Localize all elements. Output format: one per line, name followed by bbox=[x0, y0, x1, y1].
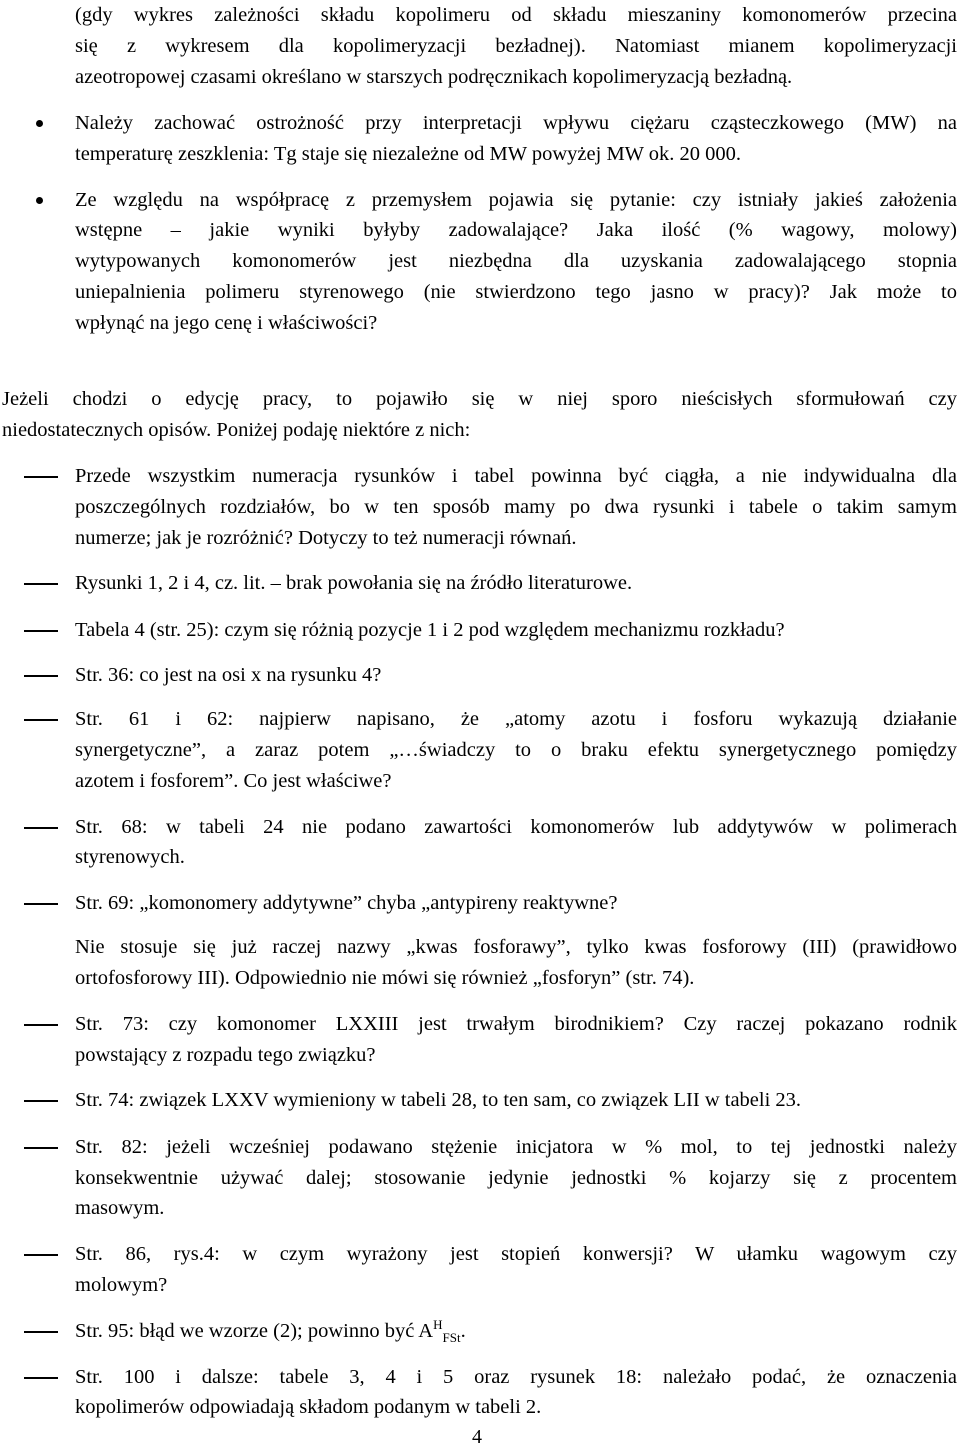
formula-superscript: H bbox=[433, 1317, 443, 1333]
text-line: Str. 68: w tabeli 24 nie podano zawartości komonomerów lub addytywów w polimerach bbox=[75, 816, 957, 838]
text-line: Str. 86, rys.4: w czym wyrażony jest stopień konwersji? W ułamku wagowym czy bbox=[75, 1243, 957, 1265]
text-line: temperaturę zeszklenia: Tg staje się niezależne od MW powyżej MW ok. 20 000. bbox=[75, 143, 742, 165]
text-line: azotem i fosforem”. Co jest właściwe? bbox=[75, 770, 392, 792]
text-line: Str. 74: związek LXXV wymieniony w tabeli 28, to ten sam, co związek LII w tabeli 23. bbox=[75, 1089, 802, 1111]
text-line: styrenowych. bbox=[75, 846, 185, 868]
text-line: poszczególnych rozdziałów, bo w ten sposób mamy po dwa rysunki i tabele o takim samym bbox=[75, 496, 957, 518]
dash-marker bbox=[24, 1147, 58, 1149]
text-line: Str. 69: „komonomery addytywne” chyba „antypireny reaktywne? bbox=[75, 892, 618, 914]
text-line: masowym. bbox=[75, 1197, 165, 1219]
text-line: wpłynąć na jego cenę i właściwości? bbox=[75, 312, 378, 334]
text-line: numerze; jak je rozróżnić? Dotyczy to też numeracji równań. bbox=[75, 527, 577, 549]
text-line: Należy zachować ostrożność przy interpretacji wpływu ciężaru cząsteczkowego (MW) na bbox=[75, 112, 957, 134]
dash-marker bbox=[24, 630, 58, 632]
text-line: niedostatecznych opisów. Poniżej podaję niektóre z nich: bbox=[2, 419, 471, 441]
text-line: Rysunki 1, 2 i 4, cz. lit. – brak powołania się na źródło literaturowe. bbox=[75, 572, 633, 594]
formula-line bbox=[75, 1316, 466, 1346]
page-number: 4 bbox=[472, 1426, 482, 1448]
text-line: wytypowanych komonomerów jest niezbędna dla uzyskania zadowalającego stopnia bbox=[75, 250, 957, 272]
text-line: się z wykresem dla kopolimeryzacji bezładnej). Natomiast mianem kopolimeryzacji bbox=[75, 35, 957, 57]
formula-suffix: . bbox=[460, 1320, 466, 1342]
text-line: kopolimerów odpowiadają składom podanym w tabeli 2. bbox=[75, 1396, 542, 1418]
text-line: konsekwentnie używać dalej; stosowanie jedynie jednostki % kojarzy się z procentem bbox=[75, 1167, 957, 1189]
bullet-marker bbox=[36, 197, 43, 204]
dash-marker bbox=[24, 1024, 58, 1026]
text-line: Str. 36: co jest na osi x na rysunku 4? bbox=[75, 664, 382, 686]
dash-marker bbox=[24, 903, 58, 905]
bullet-marker bbox=[36, 120, 43, 127]
dash-marker bbox=[24, 1377, 58, 1379]
text-line: wstępne – jakie wyniki byłyby zadowalające? Jaka ilość (% wagowy, molowy) bbox=[75, 219, 957, 241]
text-line: Ze względu na współpracę z przemysłem pojawia się pytanie: czy istniały jakieś założenia bbox=[75, 189, 957, 211]
text-line: uniepalnienia polimeru styrenowego (nie stwierdzono tego jasno w pracy)? Jak może to bbox=[75, 281, 957, 303]
text-line: Str. 73: czy komonomer LXXIII jest trwałym birodnikiem? Czy raczej pokazano rodnik bbox=[75, 1013, 957, 1035]
text-line: Jeżeli chodzi o edycję pracy, to pojawiło się w niej sporo nieścisłych sformułowań czy bbox=[2, 388, 957, 410]
dash-marker bbox=[24, 827, 58, 829]
dash-marker bbox=[24, 1100, 58, 1102]
text-line: azeotropowej czasami określano w starszych podręcznikach kopolimeryzacją bezładną. bbox=[75, 66, 793, 88]
text-line: Str. 82: jeżeli wcześniej podawano stężenie inicjatora w % mol, to tej jednostki należy bbox=[75, 1136, 957, 1158]
dash-marker bbox=[24, 719, 58, 721]
dash-marker bbox=[24, 476, 58, 478]
dash-marker bbox=[24, 1254, 58, 1256]
formula-subscript: FSt bbox=[442, 1330, 461, 1346]
dash-marker bbox=[24, 583, 58, 585]
formula-prefix: Str. 95: błąd we wzorze (2); powinno być A bbox=[75, 1320, 434, 1342]
text-line: (gdy wykres zależności składu kopolimeru od składu mieszaniny komonomerów przecina bbox=[75, 4, 957, 26]
text-line: molowym? bbox=[75, 1274, 168, 1296]
text-line: Str. 61 i 62: najpierw napisano, że „atomy azotu i fosforu wykazują działanie bbox=[75, 708, 957, 730]
text-line: Przede wszystkim numeracja rysunków i tabel powinna być ciągła, a nie indywidualna dla bbox=[75, 465, 957, 487]
dash-marker bbox=[24, 675, 58, 677]
text-line: Tabela 4 (str. 25): czym się różnią pozycje 1 i 2 pod względem mechanizmu rozkładu? bbox=[75, 619, 785, 641]
text-line: Str. 100 i dalsze: tabele 3, 4 i 5 oraz rysunek 18: należało podać, że oznaczenia bbox=[75, 1366, 957, 1388]
dash-marker bbox=[24, 1331, 58, 1333]
text-line: ortofosforowy III). Odpowiednio nie mówi się również „fosforyn” (str. 74). bbox=[75, 967, 695, 989]
text-line: Nie stosuje się już raczej nazwy „kwas fosforawy”, tylko kwas fosforowy (III) (prawidłowo bbox=[75, 936, 957, 958]
text-line: synergetyczne”, a zaraz potem „…świadczy to o braku efektu synergetycznego pomiędzy bbox=[75, 739, 957, 761]
text-line: powstający z rozpadu tego związku? bbox=[75, 1044, 376, 1066]
